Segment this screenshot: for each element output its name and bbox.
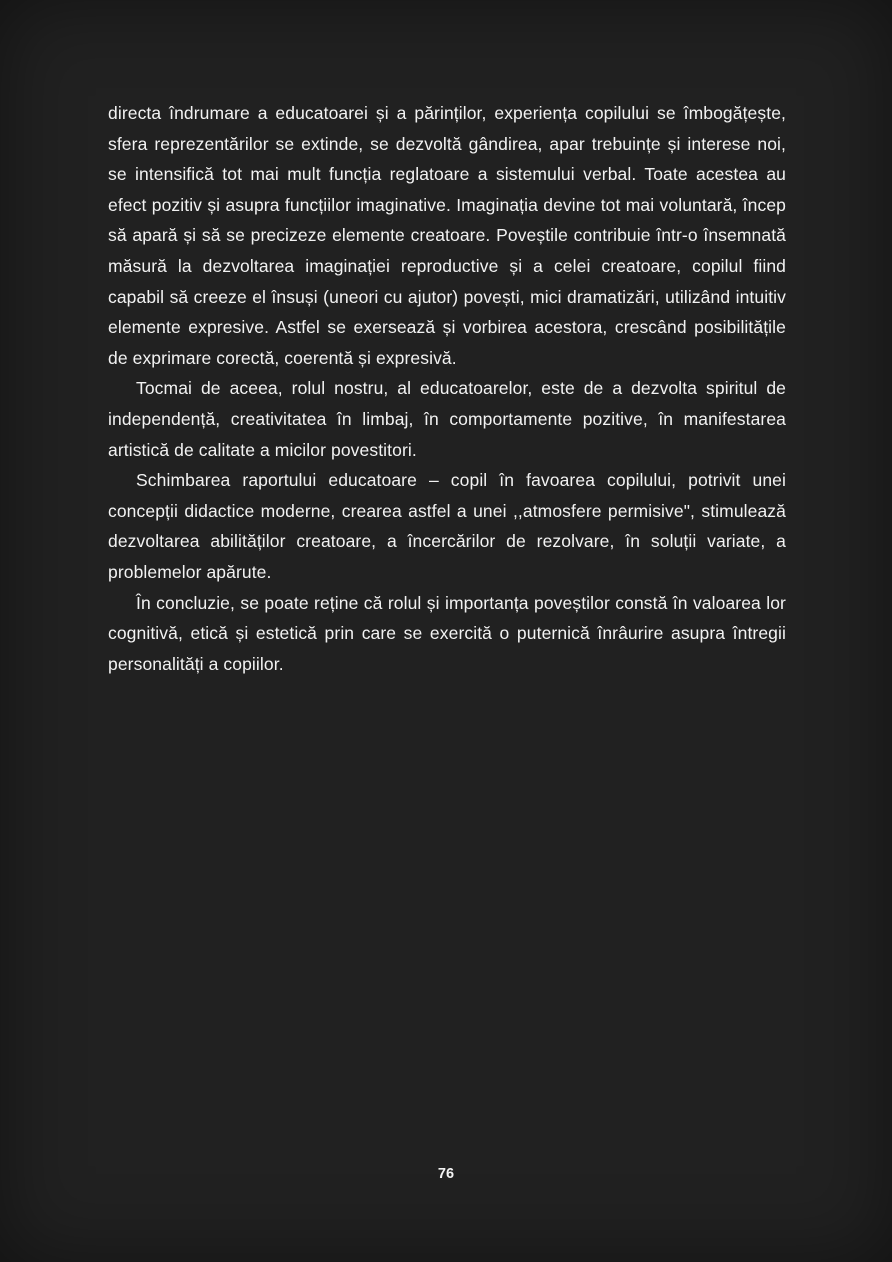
paragraph: În concluzie, se poate reține că rolul și importanța poveștilor constă în valoarea lor cognitivă, etică și estetică prin care se exercită o puternică înrâurire asupra întregii personalități a copiilor.	[108, 592, 786, 674]
paragraph: Schimbarea raportului educatoare – copil în favoarea copilului, potrivit unei concepții didactice moderne, crearea astfel a unei ,,atmosfere permisive", stimulează dezvoltarea abilităților creatoare, a încercărilor de rezolvare, în soluții variate, a problemelor apărute.	[108, 470, 786, 582]
page-number: 76	[437, 1166, 455, 1182]
paragraph: Tocmai de aceea, rolul nostru, al educatoarelor, este de a dezvolta spiritul de independență, creativitatea în limbaj, în comportamente pozitive, în manifestarea artistică de calitate a micilor povestitori.	[108, 378, 786, 460]
body-text	[108, 98, 786, 679]
paragraph: directa îndrumare a educatoarei și a părinților, experiența copilului se îmbogățește, sfera reprezentărilor se extinde, se dezvoltă gândirea, apar trebuințe și interese noi, se intensifică tot mai mult funcția reglatoare a sistemului verbal. Toate acestea au efect pozitiv și asupra funcțiilor imaginative. Imaginația devine tot mai voluntară, încep să apară și să se precizeze elemente creatoare. Poveștile contribuie într-o însemnată măsură la dezvoltarea imaginației reproductive și a celei creatoare, copilul fiind capabil să creeze el însuși (uneori cu ajutor) povești, mici dramatizări, utilizând intuitiv elemente expresive. Astfel se exersează și vorbirea acestora, crescând posibilitățile de exprimare corectă, coerentă și expresivă.	[108, 103, 786, 368]
